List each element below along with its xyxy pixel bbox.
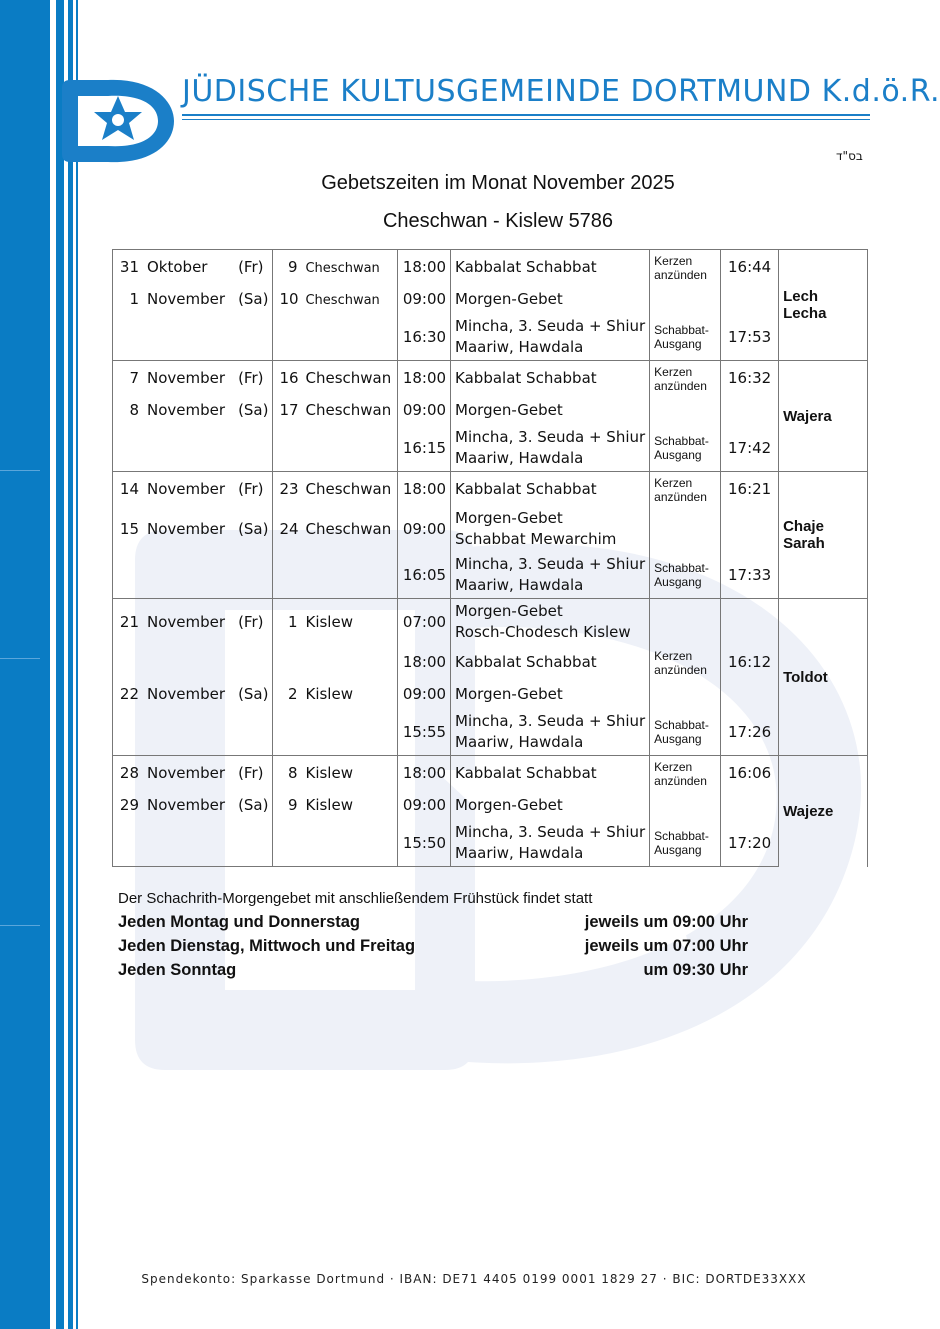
info-time: jeweils um 09:00 Uhr: [584, 913, 748, 931]
hebrew-date-cell: [273, 756, 398, 791]
event-label-line: Schabbat-: [654, 561, 709, 575]
event-label-line: Ausgang: [654, 843, 702, 857]
schedule-row: [113, 395, 868, 425]
schedule-row: [113, 506, 868, 552]
info-days: Jeden Montag und Donnerstag: [118, 913, 361, 931]
day-number: 7: [129, 369, 139, 387]
prayer-line: Kabbalat Schabbat: [455, 257, 597, 276]
day-number: 21: [119, 613, 139, 631]
date-cell: [113, 756, 239, 791]
event-label: [650, 599, 721, 646]
schedule-row: [113, 709, 868, 756]
event-label: [650, 250, 721, 285]
event-label-line: Schabbat-: [654, 323, 709, 337]
prayer-time: 18:00: [398, 361, 451, 396]
hebrew-day: 2: [287, 685, 298, 703]
prayer-time: 16:05: [398, 552, 451, 599]
prayer-line: Mincha, 3. Seuda + Shiur: [455, 555, 646, 573]
hebrew-day: 9: [287, 258, 298, 276]
weekday-cell: (Sa): [238, 284, 273, 314]
month-name: November: [147, 290, 226, 308]
schedule-row: [113, 284, 868, 314]
event-time: 16:21: [721, 472, 779, 507]
schedule-row: [113, 599, 868, 646]
parascha-name: Chaje Sarah: [779, 472, 868, 599]
info-days: Jeden Sonntag: [118, 961, 237, 979]
info-time: um 09:30 Uhr: [643, 961, 748, 979]
prayer-time: 16:15: [398, 425, 451, 472]
hebrew-date-cell: [273, 506, 398, 552]
prayer-line: Kabbalat Schabbat: [455, 368, 597, 387]
date-cell: [113, 361, 239, 396]
event-label: [650, 425, 721, 472]
day-number: 28: [119, 764, 139, 782]
date-cell: [113, 820, 239, 867]
hebrew-day: 8: [287, 764, 298, 782]
date-cell: [113, 599, 239, 646]
prayer-line: Mincha, 3. Seuda + Shiur: [455, 317, 646, 335]
event-label-line: Kerzen: [654, 760, 693, 774]
event-label-line: anzünden: [654, 268, 707, 282]
prayer-time: 18:00: [398, 472, 451, 507]
event-label-line: Ausgang: [654, 575, 702, 589]
month-name: November: [147, 369, 226, 387]
day-number: 15: [119, 520, 139, 538]
schedule-row: [113, 756, 868, 791]
event-time: [721, 599, 779, 646]
weekday-cell: (Sa): [238, 679, 273, 709]
day-number: 31: [119, 258, 139, 276]
event-label-line: Kerzen: [654, 649, 693, 663]
community-logo-icon: [58, 76, 176, 166]
hebrew-day: 1: [287, 613, 298, 631]
schedule-row: [113, 314, 868, 361]
parascha-name: Wajera: [779, 361, 868, 472]
schedule-row: [113, 472, 868, 507]
schedule-row: [113, 361, 868, 396]
month-name: November: [147, 796, 226, 814]
fold-mark: [0, 658, 40, 659]
hebrew-date-cell: [273, 709, 398, 756]
schedule-row: [113, 645, 868, 679]
hebrew-day: 24: [279, 520, 299, 538]
event-label-line: Kerzen: [654, 254, 693, 268]
day-number: 29: [119, 796, 139, 814]
prayer-time: 18:00: [398, 250, 451, 285]
hebrew-month: Kislew: [305, 796, 353, 814]
prayer-time: 07:00: [398, 599, 451, 646]
event-time: 17:20: [721, 820, 779, 867]
day-number: 22: [119, 685, 139, 703]
month-name: November: [147, 613, 226, 631]
fold-mark: [0, 470, 40, 471]
weekday-cell: (Fr): [238, 472, 273, 507]
prayer-name: [451, 395, 650, 425]
event-time: [721, 506, 779, 552]
event-label: [650, 790, 721, 820]
prayer-time: 09:00: [398, 790, 451, 820]
parascha-name: Lech Lecha: [779, 250, 868, 361]
prayer-name: [451, 599, 650, 646]
event-label-line: anzünden: [654, 379, 707, 393]
prayer-line: Kabbalat Schabbat: [455, 652, 597, 671]
event-label: [650, 361, 721, 396]
prayer-name: [451, 314, 650, 361]
hebrew-date-cell: [273, 395, 398, 425]
prayer-name: [451, 250, 650, 285]
month-name: November: [147, 401, 226, 419]
hebrew-day: 17: [279, 401, 299, 419]
hebrew-month: Kislew: [305, 764, 353, 782]
prayer-line: Mincha, 3. Seuda + Shiur: [455, 712, 646, 730]
weekday-cell: (Sa): [238, 506, 273, 552]
event-time: 17:26: [721, 709, 779, 756]
side-stripe: [56, 0, 64, 1329]
prayer-name: [451, 506, 650, 552]
prayer-name: [451, 425, 650, 472]
event-label-line: anzünden: [654, 663, 707, 677]
hebrew-date-cell: [273, 425, 398, 472]
prayer-line: Morgen-Gebet: [455, 684, 563, 703]
date-cell: [113, 645, 239, 679]
day-number: 14: [119, 480, 139, 498]
date-cell: [113, 552, 239, 599]
event-label: [650, 472, 721, 507]
event-label-line: Schabbat-: [654, 434, 709, 448]
hebrew-month: Cheschwan: [305, 293, 380, 308]
event-time: [721, 790, 779, 820]
prayer-name: [451, 709, 650, 756]
date-cell: [113, 395, 239, 425]
header-rule: [182, 119, 870, 120]
bank-details-footer: Spendekonto: Sparkasse Dortmund · IBAN: DE71 4405 0199 0001 1829 27 · BIC: DORTDE33XXX: [141, 1272, 807, 1286]
event-label: [650, 284, 721, 314]
hebrew-month: Cheschwan: [305, 369, 392, 387]
prayer-name: [451, 790, 650, 820]
event-label: [650, 506, 721, 552]
date-cell: [113, 314, 239, 361]
weekday-info: [118, 890, 748, 985]
prayer-time: 15:55: [398, 709, 451, 756]
prayer-line: Maariw, Hawdala: [455, 449, 584, 467]
prayer-line: Mincha, 3. Seuda + Shiur: [455, 428, 646, 446]
hebrew-month: Cheschwan: [305, 401, 392, 419]
prayer-name: [451, 756, 650, 791]
prayer-line: Morgen-Gebet: [455, 795, 563, 814]
hebrew-date-cell: [273, 552, 398, 599]
event-label-line: Kerzen: [654, 476, 693, 490]
prayer-line: Maariw, Hawdala: [455, 844, 584, 862]
hebrew-date-cell: [273, 250, 398, 285]
weekday-cell: [238, 425, 273, 472]
weekday-cell: [238, 820, 273, 867]
page-subtitle: Cheschwan - Kislew 5786: [382, 210, 614, 232]
date-cell: [113, 472, 239, 507]
hebrew-date-cell: [273, 314, 398, 361]
hebrew-month: Kislew: [305, 685, 353, 703]
month-name: November: [147, 685, 226, 703]
weekday-cell: [238, 645, 273, 679]
schedule-row: [113, 790, 868, 820]
bsd-mark: בס"ד: [836, 149, 863, 163]
header-rule: [182, 114, 870, 116]
hebrew-date-cell: [273, 599, 398, 646]
prayer-time: 09:00: [398, 395, 451, 425]
hebrew-date-cell: [273, 790, 398, 820]
weekday-cell: (Fr): [238, 361, 273, 396]
event-time: [721, 395, 779, 425]
prayer-line: Morgen-Gebet: [455, 289, 563, 308]
schedule-row: [113, 250, 868, 285]
prayer-time: 09:00: [398, 679, 451, 709]
info-row: [118, 913, 748, 937]
hebrew-date-cell: [273, 472, 398, 507]
date-cell: [113, 709, 239, 756]
hebrew-day: 23: [279, 480, 299, 498]
weekday-cell: [238, 709, 273, 756]
event-time: 16:44: [721, 250, 779, 285]
date-cell: [113, 284, 239, 314]
event-time: 16:06: [721, 756, 779, 791]
prayer-time: 09:00: [398, 284, 451, 314]
event-label: [650, 552, 721, 599]
month-name: Oktober: [147, 258, 208, 276]
event-time: 17:53: [721, 314, 779, 361]
event-time: 16:32: [721, 361, 779, 396]
event-time: [721, 679, 779, 709]
prayer-line: Morgen-Gebet: [455, 509, 563, 527]
schedule-row: [113, 679, 868, 709]
event-time: 16:12: [721, 645, 779, 679]
date-cell: [113, 425, 239, 472]
hebrew-day: 16: [279, 369, 299, 387]
prayer-line: Kabbalat Schabbat: [455, 763, 597, 782]
event-label: [650, 314, 721, 361]
parascha-name: Toldot: [779, 599, 868, 756]
schedule-row: [113, 425, 868, 472]
date-cell: [113, 790, 239, 820]
event-label-line: Schabbat-: [654, 829, 709, 843]
parascha-name: Wajeze: [779, 756, 868, 867]
weekday-cell: (Fr): [238, 599, 273, 646]
prayer-name: [451, 552, 650, 599]
prayer-name: [451, 284, 650, 314]
page-title: Gebetszeiten im Monat November 2025: [321, 172, 675, 194]
event-label-line: Schabbat-: [654, 718, 709, 732]
hebrew-month: Cheschwan: [305, 520, 392, 538]
hebrew-day: 10: [279, 290, 299, 308]
prayer-line: Maariw, Hawdala: [455, 733, 584, 751]
info-intro: Der Schachrith-Morgengebet mit anschließendem Frühstück findet statt: [118, 890, 593, 907]
prayer-time: 18:00: [398, 756, 451, 791]
weekday-cell: [238, 552, 273, 599]
prayer-line: Mincha, 3. Seuda + Shiur: [455, 823, 646, 841]
date-cell: [113, 250, 239, 285]
weekday-cell: (Fr): [238, 250, 273, 285]
hebrew-day: 9: [287, 796, 298, 814]
prayer-line: Maariw, Hawdala: [455, 576, 584, 594]
prayer-schedule-table: [112, 249, 868, 867]
prayer-time: 15:50: [398, 820, 451, 867]
prayer-line: Rosch-Chodesch Kislew: [455, 623, 631, 641]
date-cell: [113, 679, 239, 709]
side-stripe: [68, 0, 73, 1329]
event-label-line: anzünden: [654, 774, 707, 788]
event-label: [650, 709, 721, 756]
event-label: [650, 395, 721, 425]
event-time: 17:33: [721, 552, 779, 599]
info-time: jeweils um 07:00 Uhr: [584, 937, 748, 955]
prayer-line: Morgen-Gebet: [455, 602, 563, 620]
hebrew-month: Cheschwan: [305, 261, 380, 276]
hebrew-month: Kislew: [305, 613, 353, 631]
weekday-cell: (Sa): [238, 395, 273, 425]
event-time: [721, 284, 779, 314]
hebrew-date-cell: [273, 284, 398, 314]
schedule-row: [113, 820, 868, 867]
weekday-cell: (Sa): [238, 790, 273, 820]
prayer-name: [451, 820, 650, 867]
date-cell: [113, 506, 239, 552]
month-name: November: [147, 764, 226, 782]
prayer-name: [451, 645, 650, 679]
prayer-time: 09:00: [398, 506, 451, 552]
event-label-line: Ausgang: [654, 337, 702, 351]
event-label: [650, 645, 721, 679]
prayer-time: 16:30: [398, 314, 451, 361]
info-row: [118, 937, 748, 961]
organization-name: JÜDISCHE KULTUSGEMEINDE DORTMUND K.d.ö.R.: [182, 74, 940, 109]
prayer-line: Kabbalat Schabbat: [455, 479, 597, 498]
day-number: 8: [129, 401, 139, 419]
event-label: [650, 820, 721, 867]
info-row: [118, 961, 748, 985]
prayer-line: Schabbat Mewarchim: [455, 530, 617, 548]
event-time: 17:42: [721, 425, 779, 472]
hebrew-date-cell: [273, 361, 398, 396]
event-label-line: Ausgang: [654, 732, 702, 746]
side-band: [0, 0, 50, 1329]
fold-mark: [0, 925, 40, 926]
hebrew-date-cell: [273, 820, 398, 867]
prayer-time: 18:00: [398, 645, 451, 679]
event-label-line: Kerzen: [654, 365, 693, 379]
side-stripe: [76, 0, 78, 1329]
weekday-cell: (Fr): [238, 756, 273, 791]
weekday-cell: [238, 314, 273, 361]
event-label: [650, 756, 721, 791]
hebrew-month: Cheschwan: [305, 480, 392, 498]
event-label-line: anzünden: [654, 490, 707, 504]
prayer-name: [451, 472, 650, 507]
hebrew-date-cell: [273, 645, 398, 679]
event-label-line: Ausgang: [654, 448, 702, 462]
prayer-name: [451, 679, 650, 709]
hebrew-date-cell: [273, 679, 398, 709]
schedule-row: [113, 552, 868, 599]
prayer-line: Morgen-Gebet: [455, 400, 563, 419]
info-days: Jeden Dienstag, Mittwoch und Freitag: [118, 937, 416, 955]
prayer-name: [451, 361, 650, 396]
prayer-line: Maariw, Hawdala: [455, 338, 584, 356]
event-label: [650, 679, 721, 709]
day-number: 1: [129, 290, 139, 308]
month-name: November: [147, 520, 226, 538]
month-name: November: [147, 480, 226, 498]
